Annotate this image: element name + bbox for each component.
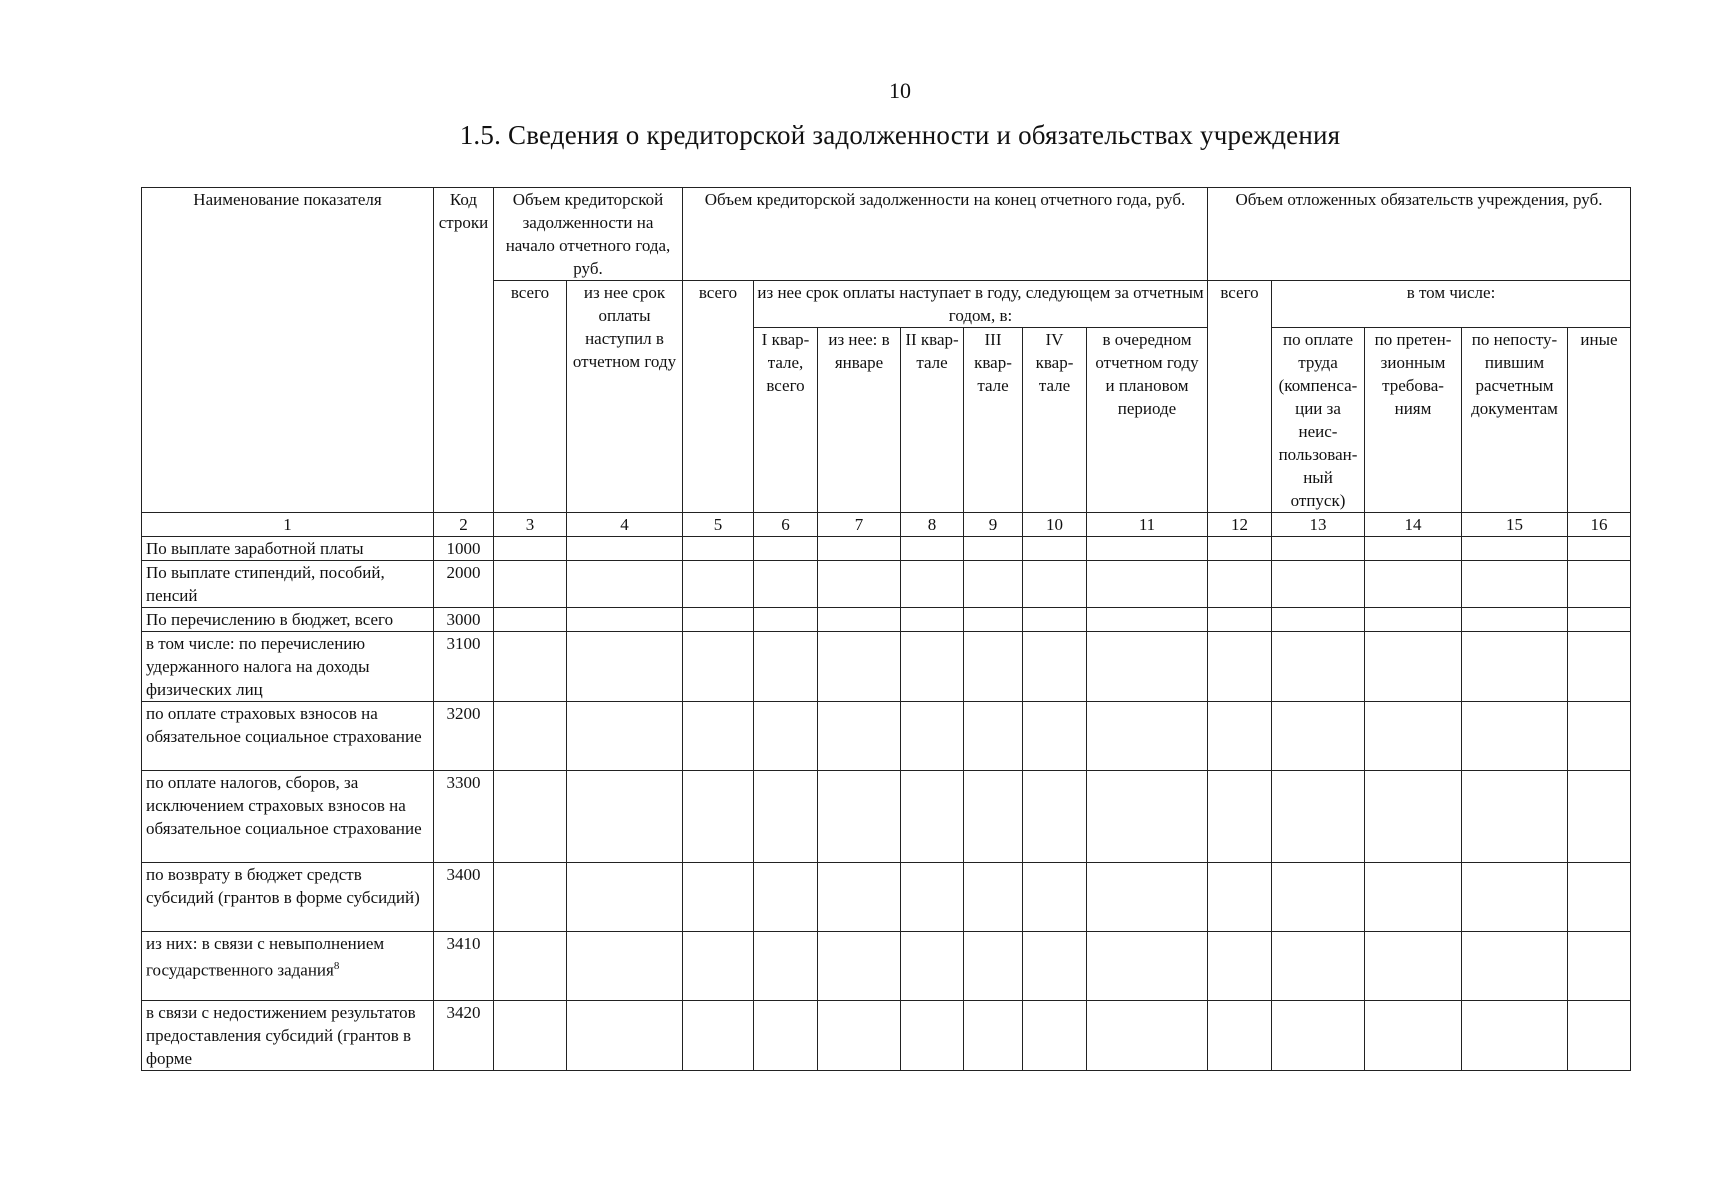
value-cell[interactable]: [754, 771, 818, 863]
value-cell[interactable]: [1462, 863, 1568, 932]
value-cell[interactable]: [1087, 863, 1208, 932]
header-claims: по претен-зионным требова-ниям: [1365, 328, 1462, 513]
value-cell[interactable]: [1023, 1001, 1087, 1071]
column-number: 12: [1208, 513, 1272, 537]
value-cell[interactable]: [1462, 1001, 1568, 1071]
column-number: 3: [494, 513, 567, 537]
value-cell[interactable]: [1365, 702, 1462, 771]
column-number: 13: [1272, 513, 1365, 537]
value-cell[interactable]: [1272, 632, 1365, 702]
value-cell[interactable]: [1462, 537, 1568, 561]
value-cell[interactable]: [1272, 863, 1365, 932]
value-cell[interactable]: [901, 632, 964, 702]
value-cell[interactable]: [683, 561, 754, 608]
row-code: 3200: [434, 702, 494, 771]
value-cell[interactable]: [901, 702, 964, 771]
value-cell[interactable]: [1087, 771, 1208, 863]
value-cell[interactable]: [1365, 932, 1462, 1001]
value-cell[interactable]: [1568, 702, 1631, 771]
value-cell[interactable]: [683, 932, 754, 1001]
header-def-incl: в том числе:: [1272, 281, 1631, 328]
table-row: [142, 608, 1631, 632]
value-cell[interactable]: [567, 932, 683, 1001]
value-cell[interactable]: [494, 771, 567, 863]
value-cell[interactable]: [901, 771, 964, 863]
value-cell[interactable]: [1087, 632, 1208, 702]
row-name-text: в том числе: по перечислению удержанного налога на доходы физических лиц: [146, 634, 370, 699]
value-cell[interactable]: [1365, 1001, 1462, 1071]
value-cell[interactable]: [567, 1001, 683, 1071]
value-cell[interactable]: [494, 702, 567, 771]
row-code: 3400: [434, 863, 494, 932]
value-cell[interactable]: [754, 561, 818, 608]
value-cell[interactable]: [1208, 771, 1272, 863]
header-other: иные: [1568, 328, 1631, 513]
header-jan: из нее: в январе: [818, 328, 901, 513]
value-cell[interactable]: [964, 932, 1023, 1001]
value-cell[interactable]: [818, 608, 901, 632]
value-cell[interactable]: [567, 863, 683, 932]
page-number: 10: [889, 78, 911, 103]
value-cell[interactable]: [1087, 561, 1208, 608]
column-number: 1: [142, 513, 434, 537]
value-cell[interactable]: [1365, 537, 1462, 561]
value-cell[interactable]: [1208, 561, 1272, 608]
value-cell[interactable]: [901, 863, 964, 932]
value-cell[interactable]: [1208, 863, 1272, 932]
value-cell[interactable]: [1568, 863, 1631, 932]
value-cell[interactable]: [1023, 561, 1087, 608]
value-cell[interactable]: [1365, 632, 1462, 702]
value-cell[interactable]: [818, 632, 901, 702]
row-name: [142, 702, 434, 771]
page-title: 1.5. Сведения о кредиторской задолженности и обязательствах учреждения: [459, 120, 1341, 150]
value-cell[interactable]: [1568, 771, 1631, 863]
value-cell[interactable]: [1208, 632, 1272, 702]
value-cell[interactable]: [683, 1001, 754, 1071]
column-number: 8: [901, 513, 964, 537]
row-name-text: по оплате налогов, сборов, за исключением страховых взносов на обязательное социальное страхование: [146, 773, 422, 838]
value-cell[interactable]: [901, 561, 964, 608]
value-cell[interactable]: [1087, 932, 1208, 1001]
value-cell[interactable]: [1365, 771, 1462, 863]
value-cell[interactable]: [754, 702, 818, 771]
row-name-text: из них: в связи с невыполнением государственного задания: [146, 934, 385, 980]
value-cell[interactable]: [901, 932, 964, 1001]
value-cell[interactable]: [1568, 608, 1631, 632]
value-cell[interactable]: [1023, 863, 1087, 932]
value-cell[interactable]: [567, 608, 683, 632]
value-cell[interactable]: [1462, 632, 1568, 702]
table-row: [142, 932, 1631, 1001]
value-cell[interactable]: [494, 561, 567, 608]
value-cell[interactable]: [901, 608, 964, 632]
column-number: 4: [567, 513, 683, 537]
value-cell[interactable]: [754, 608, 818, 632]
value-cell[interactable]: [494, 632, 567, 702]
value-cell[interactable]: [1365, 608, 1462, 632]
value-cell[interactable]: [1087, 608, 1208, 632]
row-code: 3300: [434, 771, 494, 863]
value-cell[interactable]: [1462, 932, 1568, 1001]
value-cell[interactable]: [964, 537, 1023, 561]
value-cell[interactable]: [683, 632, 754, 702]
header-q1: I квар-тале, всего: [754, 328, 818, 513]
column-number: 11: [1087, 513, 1208, 537]
value-cell[interactable]: [1208, 702, 1272, 771]
header-end: Объем кредиторской задолженности на конец отчетного года, руб.: [683, 188, 1208, 281]
row-name: [142, 632, 434, 702]
value-cell[interactable]: [1272, 771, 1365, 863]
table-row: [142, 537, 1631, 561]
value-cell[interactable]: [1272, 608, 1365, 632]
value-cell[interactable]: [1462, 561, 1568, 608]
value-cell[interactable]: [1208, 537, 1272, 561]
value-cell[interactable]: [754, 932, 818, 1001]
header-begin-due: из нее срок оплаты наступил в отчетном году: [567, 281, 683, 513]
table-row: [142, 1001, 1631, 1071]
header-next-period: в очередном отчетном году и плановом периоде: [1087, 328, 1208, 513]
row-name: [142, 932, 434, 1001]
value-cell[interactable]: [1023, 771, 1087, 863]
header-deferred: Объем отложенных обязательств учреждения, руб.: [1208, 188, 1631, 281]
header-code: Код строки: [434, 188, 494, 513]
column-number: 6: [754, 513, 818, 537]
table-row: [142, 632, 1631, 702]
value-cell[interactable]: [818, 771, 901, 863]
header-name: Наименование показателя: [142, 188, 434, 513]
footnote-mark: 8: [333, 960, 340, 972]
row-name: [142, 1001, 434, 1071]
value-cell[interactable]: [1568, 932, 1631, 1001]
row-code: 1000: [434, 537, 494, 561]
table-row: [142, 702, 1631, 771]
value-cell[interactable]: [964, 702, 1023, 771]
value-cell[interactable]: [1023, 608, 1087, 632]
value-cell[interactable]: [683, 608, 754, 632]
value-cell[interactable]: [494, 863, 567, 932]
row-code: 3000: [434, 608, 494, 632]
value-cell[interactable]: [683, 702, 754, 771]
row-name-text: по оплате страховых взносов на обязательное социальное страхование: [146, 704, 422, 746]
header-q3: III квар-тале: [964, 328, 1023, 513]
value-cell[interactable]: [567, 702, 683, 771]
value-cell[interactable]: [1365, 863, 1462, 932]
value-cell[interactable]: [964, 632, 1023, 702]
value-cell[interactable]: [494, 1001, 567, 1071]
value-cell[interactable]: [567, 771, 683, 863]
value-cell[interactable]: [1272, 702, 1365, 771]
row-name: [142, 608, 434, 632]
value-cell[interactable]: [1208, 1001, 1272, 1071]
row-name: [142, 771, 434, 863]
value-cell[interactable]: [1568, 632, 1631, 702]
value-cell[interactable]: [1272, 932, 1365, 1001]
value-cell[interactable]: [1568, 561, 1631, 608]
value-cell[interactable]: [1568, 537, 1631, 561]
column-number: 14: [1365, 513, 1462, 537]
value-cell[interactable]: [1023, 702, 1087, 771]
value-cell[interactable]: [818, 537, 901, 561]
table-row: [142, 561, 1631, 608]
header-begin: Объем кредиторской задолженности на начало отчетного года, руб.: [494, 188, 683, 281]
value-cell[interactable]: [818, 1001, 901, 1071]
value-cell[interactable]: [1462, 771, 1568, 863]
header-end-due-group: из нее срок оплаты наступает в году, следующем за отчетным годом, в:: [754, 281, 1208, 328]
value-cell[interactable]: [567, 561, 683, 608]
value-cell[interactable]: [1208, 932, 1272, 1001]
table-row: [142, 863, 1631, 932]
row-code: 3100: [434, 632, 494, 702]
row-code: 3410: [434, 932, 494, 1001]
value-cell[interactable]: [818, 932, 901, 1001]
column-number: 7: [818, 513, 901, 537]
value-cell[interactable]: [1087, 1001, 1208, 1071]
value-cell[interactable]: [754, 537, 818, 561]
column-number: 10: [1023, 513, 1087, 537]
value-cell[interactable]: [818, 702, 901, 771]
header-def-total: всего: [1208, 281, 1272, 513]
value-cell[interactable]: [1272, 561, 1365, 608]
value-cell[interactable]: [901, 537, 964, 561]
value-cell[interactable]: [901, 1001, 964, 1071]
row-name-text: По перечислению в бюджет, всего: [146, 610, 394, 629]
value-cell[interactable]: [1023, 932, 1087, 1001]
value-cell[interactable]: [964, 608, 1023, 632]
row-name-text: по возврату в бюджет средств субсидий (грантов в форме субсидий): [146, 865, 420, 907]
column-number: 5: [683, 513, 754, 537]
table-body: [142, 537, 1631, 1071]
value-cell[interactable]: [1023, 537, 1087, 561]
column-number: 9: [964, 513, 1023, 537]
column-number: 15: [1462, 513, 1568, 537]
value-cell[interactable]: [683, 863, 754, 932]
row-name-text: в связи с недостижением результатов предоставления субсидий (грантов в форме: [146, 1003, 416, 1068]
row-code: 2000: [434, 561, 494, 608]
value-cell[interactable]: [567, 632, 683, 702]
value-cell[interactable]: [964, 561, 1023, 608]
value-cell[interactable]: [1272, 1001, 1365, 1071]
value-cell[interactable]: [754, 632, 818, 702]
value-cell[interactable]: [754, 863, 818, 932]
value-cell[interactable]: [964, 1001, 1023, 1071]
column-number: 16: [1568, 513, 1631, 537]
header-q2: II квар-тале: [901, 328, 964, 513]
value-cell[interactable]: [494, 932, 567, 1001]
row-name: [142, 537, 434, 561]
value-cell[interactable]: [818, 863, 901, 932]
value-cell[interactable]: [683, 771, 754, 863]
row-name-text: По выплате стипендий, пособий, пенсий: [146, 563, 385, 605]
value-cell[interactable]: [964, 771, 1023, 863]
row-name: [142, 561, 434, 608]
value-cell[interactable]: [1087, 537, 1208, 561]
value-cell[interactable]: [494, 608, 567, 632]
value-cell[interactable]: [1023, 632, 1087, 702]
value-cell[interactable]: [964, 863, 1023, 932]
debt-table: [141, 187, 1631, 1071]
value-cell[interactable]: [683, 537, 754, 561]
value-cell[interactable]: [818, 561, 901, 608]
value-cell[interactable]: [1272, 537, 1365, 561]
value-cell[interactable]: [1208, 608, 1272, 632]
row-code: 3420: [434, 1001, 494, 1071]
row-name-text: По выплате заработной платы: [146, 539, 364, 558]
header-labor: по оплате труда (компенса-ции за неис-пользован-ный отпуск): [1272, 328, 1365, 513]
value-cell[interactable]: [1462, 608, 1568, 632]
header-q4: IV квар-тале: [1023, 328, 1087, 513]
header-begin-total: всего: [494, 281, 567, 513]
column-number: 2: [434, 513, 494, 537]
value-cell[interactable]: [1365, 561, 1462, 608]
table-row: [142, 771, 1631, 863]
value-cell[interactable]: [1087, 702, 1208, 771]
value-cell[interactable]: [1568, 1001, 1631, 1071]
value-cell[interactable]: [567, 537, 683, 561]
row-name: [142, 863, 434, 932]
header-docs: по непосту-пившим расчетным документам: [1462, 328, 1568, 513]
header-end-total: всего: [683, 281, 754, 513]
column-number-row: [142, 513, 1631, 537]
value-cell[interactable]: [754, 1001, 818, 1071]
value-cell[interactable]: [1462, 702, 1568, 771]
value-cell[interactable]: [494, 537, 567, 561]
